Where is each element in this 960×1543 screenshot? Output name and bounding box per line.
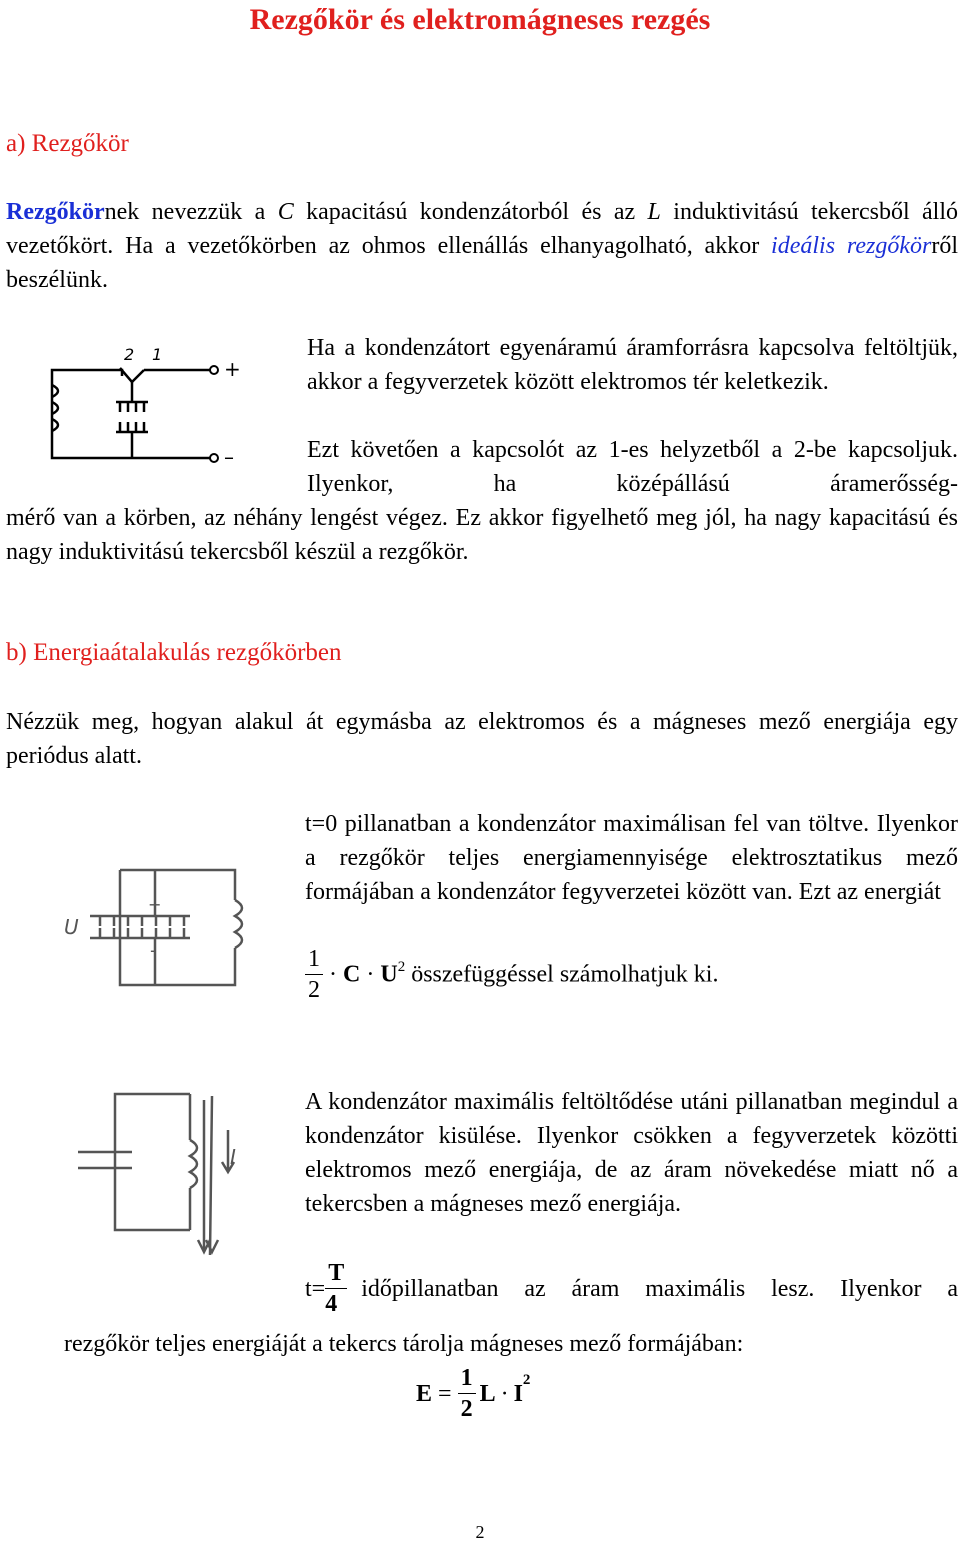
fraction-t-over-4: $\frac{T}{4}$ <box>325 1258 347 1319</box>
circuit-diagram-discharge <box>70 1090 250 1260</box>
term-rezgokor: Rezgőkör <box>6 199 105 225</box>
term-idealis: ideális rezgőkör <box>771 233 932 259</box>
switching-paragraph: Ezt követően a kapcsolót az 1-es helyzetből a 2-be kapcsoljuk. Ilyenkor, ha középállású áramerősség- <box>307 437 958 497</box>
circuit-diagram-switch <box>40 340 250 470</box>
magnetic-storage-line: rezgőkör teljes energiáját a tekercs tárolja mágneses mező formájában: <box>64 1331 744 1357</box>
quarter-period-line: t= $\frac{T}{4}$ időpillanatban az áram maximális lesz. Ilyenkor a <box>305 1260 958 1317</box>
fraction-half-2: $\frac{1}{2}$ <box>458 1363 476 1424</box>
switching-paragraph-cont: mérő van a körben, az néhány lengést végez. Ez akkor figyelhető meg jól, ha nagy kapacitású és nagy induktivitású tekercsből készül a rezgőkör. <box>6 505 958 565</box>
current-label: I <box>230 1145 236 1169</box>
circuit-diagram-charged <box>60 860 260 990</box>
voltage-label: U <box>64 915 79 939</box>
discharge-paragraph: A kondenzátor maximális feltöltődése utáni pillanatban megindul a kondenzátor kisülése. Ilyenkor csökken a fegyverzetek közötti elektromos mező energiája, de az áram növekedése miatt nő a tekercsben a mágneses mező energiája. <box>305 1089 958 1217</box>
charging-paragraph: Ha a kondenzátort egyenáramú áramforrásra kapcsolva feltöltjük, akkor a fegyverzetek között elektromos tér keletkezik. <box>307 335 958 395</box>
plate-minus: - <box>150 940 157 961</box>
t0-paragraph: t=0 pillanatban a kondenzátor maximálisan fel van töltve. Ilyenkor a rezgőkör teljes energiamennyisége elektrosztatikus mező formájában a kondenzátor fegyverzetei között van. Ezt az energiát <box>305 811 958 905</box>
switch-label-2: 2 <box>124 345 135 364</box>
plate-plus: + <box>148 895 162 914</box>
page-number: 2 <box>475 1522 485 1542</box>
terminal-minus: – <box>224 445 234 469</box>
switch-label-1: 1 <box>152 345 163 364</box>
fraction-half: $\frac{1}{2}$ <box>305 944 323 1005</box>
energy-intro-paragraph: Nézzük meg, hogyan alakul át egymásba az elektromos és a mágneses mező energiája egy periódus alatt. <box>6 709 958 769</box>
formula-electric-energy: $\frac{1}{2}$ · $C \cdot U^2$ összefüggéssel számolhatjuk ki. <box>305 944 718 1005</box>
page-title: Rezgőkör és elektromágneses rezgés <box>249 3 711 36</box>
formula-magnetic-energy: E = $\frac{1}{2}$ L · I $^2$ <box>416 1365 531 1422</box>
section-heading-a: a) Rezgőkör <box>6 130 129 157</box>
intro-paragraph: Rezgőkörnek nevezzük a C kapacitású kondenzátorból és az L induktivitású tekercsből álló vezetőkört. Ha a vezetőkörben az ohmos ellenállás elhanyagolható, akkor ideális rezgőkörről beszélünk. <box>6 199 958 293</box>
terminal-plus: + <box>224 357 241 381</box>
section-heading-b: b) Energiaátalakulás rezgőkörben <box>6 639 342 666</box>
